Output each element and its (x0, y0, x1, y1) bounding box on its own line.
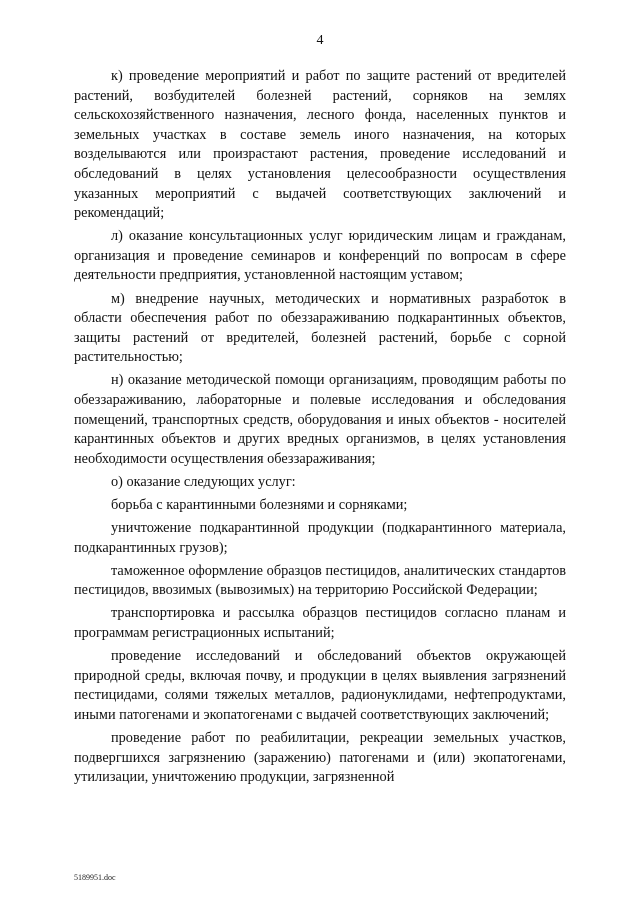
page-number: 4 (316, 33, 324, 48)
footer-doc-code: 5189951.doc (74, 873, 116, 882)
list-item-rehabilitation: проведение работ по реабилитации, рекреации земельных участков, подвергшихся загрязнению (заражению) патогенами и (или) экопатогенами, утилизации, уничтожению продукции, загрязненной (74, 730, 566, 786)
paragraph-k: к) проведение мероприятий и работ по защите растений от вредителей растений, возбудителей болезней растений, сорняков на землях сельскохозяйственного назначения, лесного фонда, населенных пунктов и земельных участках в составе земель иного назначения, на которых возделываются или произрастают растения, проведение исследований и обследований в целях установления целесообразности осуществления указанных мероприятий с выдачей соответствующих заключений и рекомендаций; (74, 68, 566, 222)
paragraph-n: н) оказание методической помощи организациям, проводящим работы по обеззараживанию, лабораторные и полевые исследования и обследования помещений, транспортных средств, оборудования и иных объектов - носителей карантинных объектов и других вредных организмов, в целях установления необходимости осуществления обеззараживания; (74, 372, 566, 467)
list-item-research: проведение исследований и обследований объектов окружающей природной среды, включая почву, и продукции в целях выявления загрязнений пестицидами, солями тяжелых металлов, радионуклидами, нефтепродуктами, иными патогенами и экопатогенами с выдачей соответствующих заключений; (74, 648, 566, 723)
list-item-customs: таможенное оформление образцов пестицидов, аналитических стандартов пестицидов, ввозимых (вывозимых) на территорию Российской Федерации; (74, 562, 566, 599)
list-item-destruction: уничтожение подкарантинной продукции (подкарантинного материала, подкарантинных грузов); (74, 520, 566, 556)
paragraph-o: о) оказание следующих услуг: (111, 473, 296, 490)
body-text (74, 67, 566, 791)
paragraph-m: м) внедрение научных, методических и нормативных разработок в области обеспечения работ по обеззараживанию подкарантинных объектов, защиты растений от вредителей, болезней растений, борьбе с сорной растительностью; (74, 290, 566, 366)
paragraph-l: л) оказание консультационных услуг юридическим лицам и гражданам, организация и проведение семинаров и конференций по вопросам в сфере деятельности предприятия, установленной настоящим уставом; (74, 228, 566, 284)
list-item-transport: транспортировка и рассылка образцов пестицидов согласно планам и программам регистрационных испытаний; (74, 605, 566, 642)
list-item-quarantine-control: борьба с карантинными болезнями и сорняками; (111, 496, 408, 513)
